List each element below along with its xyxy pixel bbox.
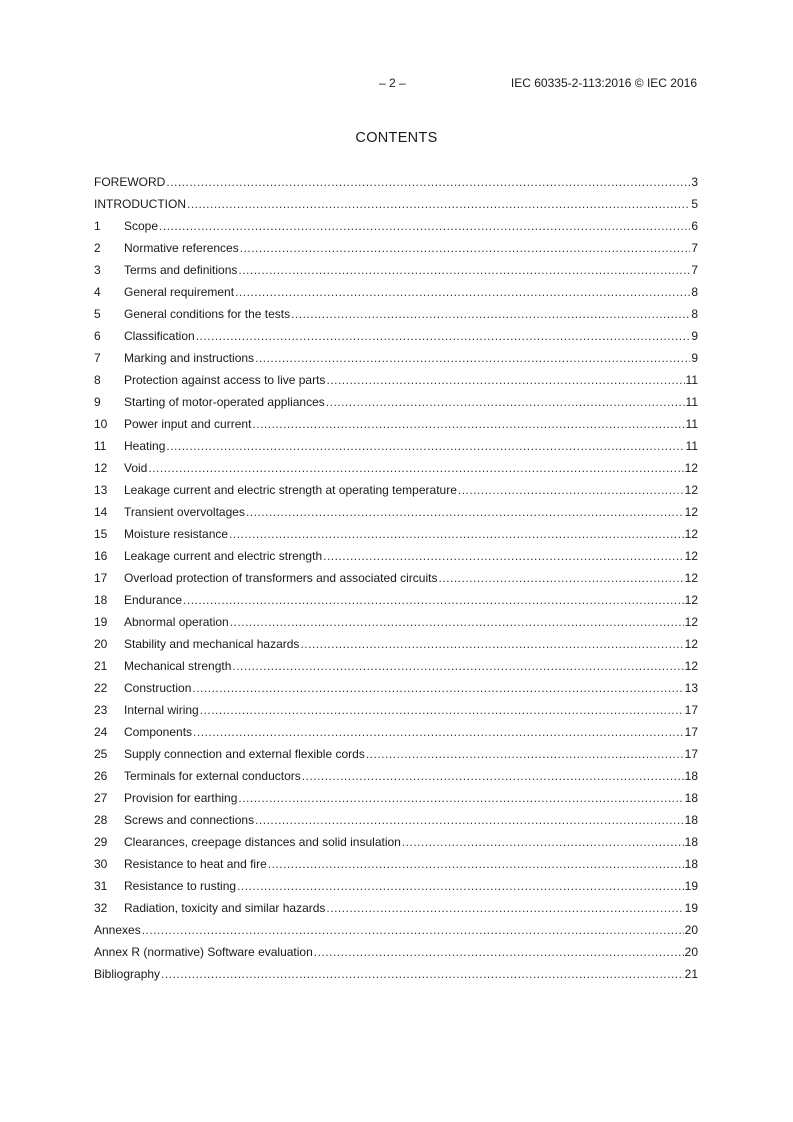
toc-entry-number: 27	[94, 791, 108, 805]
dot-leader	[166, 436, 684, 456]
toc-entry-page: 11	[685, 373, 698, 387]
dot-leader	[323, 546, 684, 566]
toc-entry-number: 32	[94, 901, 108, 915]
toc-entry[interactable]	[94, 194, 698, 216]
toc-entry-page: 12	[684, 571, 698, 585]
toc-entry-page: 12	[684, 637, 698, 651]
toc-entry[interactable]	[94, 282, 698, 304]
page-number: – 2 –	[379, 76, 406, 90]
toc-entry[interactable]	[94, 766, 698, 788]
toc-entry[interactable]	[94, 744, 698, 766]
toc-entry-number: 15	[94, 527, 108, 541]
toc-entry-label: Normative references	[124, 241, 239, 255]
dot-leader	[161, 964, 684, 984]
toc-entry-label: Heating	[124, 439, 166, 453]
dot-leader	[238, 788, 683, 808]
toc-entry-label: Endurance	[124, 593, 183, 607]
toc-entry-number: 23	[94, 703, 108, 717]
toc-entry-page: 21	[684, 967, 698, 981]
toc-entry-number: 20	[94, 637, 108, 651]
toc-entry[interactable]	[94, 392, 698, 414]
toc-entry[interactable]	[94, 920, 698, 942]
toc-entry-page: 12	[684, 659, 698, 673]
toc-entry[interactable]	[94, 678, 698, 700]
toc-entry-page: 12	[684, 483, 698, 497]
toc-entry-page: 7	[691, 263, 698, 277]
toc-entry[interactable]	[94, 304, 698, 326]
toc-entry-page: 11	[685, 439, 698, 453]
dot-leader	[291, 304, 690, 324]
toc-entry-label: Classification	[124, 329, 195, 343]
toc-entry[interactable]	[94, 348, 698, 370]
toc-entry-number: 31	[94, 879, 108, 893]
toc-entry[interactable]	[94, 326, 698, 348]
toc-entry-number: 11	[94, 439, 107, 453]
toc-entry[interactable]	[94, 700, 698, 722]
toc-entry-number: 14	[94, 505, 108, 519]
toc-entry-number: 7	[94, 351, 101, 365]
toc-entry-label: Resistance to rusting	[124, 879, 237, 893]
toc-entry-label: Annexes	[94, 923, 141, 937]
toc-entry-page: 7	[691, 241, 698, 255]
dot-leader	[326, 370, 684, 390]
dot-leader	[193, 722, 684, 742]
toc-entry-page: 12	[684, 615, 698, 629]
toc-entry-page: 17	[684, 703, 698, 717]
toc-entry-label: General requirement	[124, 285, 235, 299]
dot-leader	[235, 282, 690, 302]
toc-entry-page: 18	[684, 769, 698, 783]
toc-entry-number: 4	[94, 285, 101, 299]
toc-entry-page: 19	[684, 879, 698, 893]
toc-entry-page: 5	[691, 197, 698, 211]
toc-entry-page: 3	[691, 175, 698, 189]
dot-leader	[240, 238, 691, 258]
toc-entry-label: Transient overvoltages	[124, 505, 245, 519]
toc-entry-label: Power input and current	[124, 417, 252, 431]
toc-entry[interactable]	[94, 568, 698, 590]
toc-entry-number: 18	[94, 593, 108, 607]
toc-entry-page: 9	[691, 329, 698, 343]
dot-leader	[302, 766, 684, 786]
toc-entry[interactable]	[94, 216, 698, 238]
toc-entry-number: 10	[94, 417, 108, 431]
toc-entry-number: 9	[94, 395, 101, 409]
toc-entry-label: Marking and instructions	[124, 351, 255, 365]
toc-entry-number: 17	[94, 571, 108, 585]
dot-leader	[326, 392, 685, 412]
toc-entry-label: Stability and mechanical hazards	[124, 637, 300, 651]
dot-leader	[326, 898, 683, 918]
toc-entry-number: 19	[94, 615, 108, 629]
dot-leader	[314, 942, 684, 962]
toc-entry-page: 17	[684, 747, 698, 761]
toc-entry-page: 19	[684, 901, 698, 915]
toc-entry-label: Clearances, creepage distances and solid insulation	[124, 835, 401, 849]
toc-entry-label: Terminals for external conductors	[124, 769, 301, 783]
dot-leader	[229, 524, 684, 544]
toc-entry-page: 12	[684, 593, 698, 607]
toc-entry-number: 2	[94, 241, 101, 255]
toc-entry-label: Internal wiring	[124, 703, 199, 717]
toc-entry-label: INTRODUCTION	[94, 197, 186, 211]
toc-entry-page: 8	[691, 285, 698, 299]
toc-entry-page: 11	[685, 395, 698, 409]
toc-entry-page: 12	[684, 549, 698, 563]
toc-entry[interactable]	[94, 524, 698, 546]
toc-entry-number: 29	[94, 835, 108, 849]
toc-entry[interactable]	[94, 634, 698, 656]
toc-entry[interactable]	[94, 722, 698, 744]
dot-leader	[148, 458, 683, 478]
toc-entry-label: Protection against access to live parts	[124, 373, 326, 387]
dot-leader	[187, 194, 690, 214]
toc-entry-number: 21	[94, 659, 108, 673]
toc-entry-label: Annex R (normative) Software evaluation	[94, 945, 313, 959]
dot-leader	[246, 502, 684, 522]
toc-entry[interactable]	[94, 414, 698, 436]
dot-leader	[402, 832, 684, 852]
toc-entry[interactable]	[94, 370, 698, 392]
toc-entry[interactable]	[94, 172, 698, 194]
toc-entry-page: 17	[684, 725, 698, 739]
dot-leader	[255, 348, 690, 368]
toc-entry-number: 16	[94, 549, 108, 563]
dot-leader	[196, 326, 691, 346]
toc-entry-label: FOREWORD	[94, 175, 166, 189]
toc-entry-number: 1	[94, 219, 101, 233]
toc-entry-number: 3	[94, 263, 101, 277]
toc-entry-page: 6	[691, 219, 698, 233]
toc-entry-page: 20	[684, 923, 698, 937]
toc-entry-label: Abnormal operation	[124, 615, 229, 629]
dot-leader	[252, 414, 684, 434]
toc-entry-number: 5	[94, 307, 101, 321]
toc-entry[interactable]	[94, 656, 698, 678]
toc-entry-page: 12	[684, 505, 698, 519]
toc-entry-label: Overload protection of transformers and associated circuits	[124, 571, 438, 585]
toc-entry-page: 12	[684, 527, 698, 541]
dot-leader	[166, 172, 690, 192]
dot-leader	[366, 744, 684, 764]
toc-entry-label: Radiation, toxicity and similar hazards	[124, 901, 326, 915]
toc-entry-page: 13	[684, 681, 698, 695]
toc-entry[interactable]	[94, 854, 698, 876]
toc-entry-label: Components	[124, 725, 193, 739]
dot-leader	[237, 876, 684, 896]
toc-entry[interactable]	[94, 898, 698, 920]
toc-entry-page: 18	[684, 835, 698, 849]
toc-entry-number: 30	[94, 857, 108, 871]
dot-leader	[300, 634, 683, 654]
toc-entry-label: Scope	[124, 219, 159, 233]
dot-leader	[438, 568, 683, 588]
toc-entry[interactable]	[94, 546, 698, 568]
toc-entry-label: Void	[124, 461, 148, 475]
toc-entry-label: Resistance to heat and fire	[124, 857, 267, 871]
toc-entry[interactable]	[94, 788, 698, 810]
dot-leader	[142, 920, 684, 940]
dot-leader	[458, 480, 684, 500]
toc-entry[interactable]	[94, 436, 698, 458]
dot-leader	[268, 854, 684, 874]
toc-entry-page: 18	[684, 791, 698, 805]
toc-entry-label: Mechanical strength	[124, 659, 232, 673]
toc-entry-number: 24	[94, 725, 108, 739]
toc-entry-page: 18	[684, 813, 698, 827]
toc-entry-label: Bibliography	[94, 967, 161, 981]
toc-entry[interactable]	[94, 260, 698, 282]
toc-entry-number: 28	[94, 813, 108, 827]
toc-entry-number: 6	[94, 329, 101, 343]
toc-entry[interactable]	[94, 810, 698, 832]
toc-entry-label: Terms and definitions	[124, 263, 238, 277]
toc-entry-label: Moisture resistance	[124, 527, 229, 541]
dot-leader	[232, 656, 683, 676]
toc-entry-page: 9	[691, 351, 698, 365]
toc-entry[interactable]	[94, 238, 698, 260]
standard-reference: IEC 60335-2-113:2016 © IEC 2016	[510, 76, 697, 90]
dot-leader	[200, 700, 684, 720]
dot-leader	[238, 260, 690, 280]
toc-entry[interactable]	[94, 480, 698, 502]
toc-entry-number: 26	[94, 769, 108, 783]
toc-entry-label: General conditions for the tests	[124, 307, 291, 321]
toc-entry-page: 20	[684, 945, 698, 959]
toc-entry-page: 11	[685, 417, 698, 431]
toc-entry-number: 8	[94, 373, 101, 387]
toc-entry-page: 8	[691, 307, 698, 321]
toc-entry-number: 22	[94, 681, 108, 695]
toc-entry[interactable]	[94, 590, 698, 612]
dot-leader	[159, 216, 690, 236]
dot-leader	[183, 590, 684, 610]
toc-entry[interactable]	[94, 832, 698, 854]
toc-entry-number: 25	[94, 747, 108, 761]
toc-entry-label: Starting of motor-operated appliances	[124, 395, 325, 409]
toc-entry-label: Leakage current and electric strength	[124, 549, 323, 563]
toc-entry-label: Provision for earthing	[124, 791, 238, 805]
toc-entry-page: 12	[684, 461, 698, 475]
toc-entry-number: 12	[94, 461, 108, 475]
toc-entry[interactable]	[94, 942, 698, 964]
dot-leader	[255, 810, 684, 830]
toc-entry-page: 18	[684, 857, 698, 871]
table-of-contents	[94, 172, 698, 986]
toc-entry-number: 13	[94, 483, 108, 497]
page-title: CONTENTS	[355, 130, 438, 146]
toc-entry-label: Supply connection and external flexible cords	[124, 747, 365, 761]
toc-entry[interactable]	[94, 502, 698, 524]
toc-entry-label: Construction	[124, 681, 192, 695]
toc-entry[interactable]	[94, 876, 698, 898]
toc-entry[interactable]	[94, 458, 698, 480]
toc-entry-label: Leakage current and electric strength at operating temperature	[124, 483, 457, 497]
toc-entry[interactable]	[94, 964, 698, 986]
dot-leader	[230, 612, 684, 632]
toc-entry[interactable]	[94, 612, 698, 634]
toc-entry-label: Screws and connections	[124, 813, 255, 827]
dot-leader	[192, 678, 683, 698]
